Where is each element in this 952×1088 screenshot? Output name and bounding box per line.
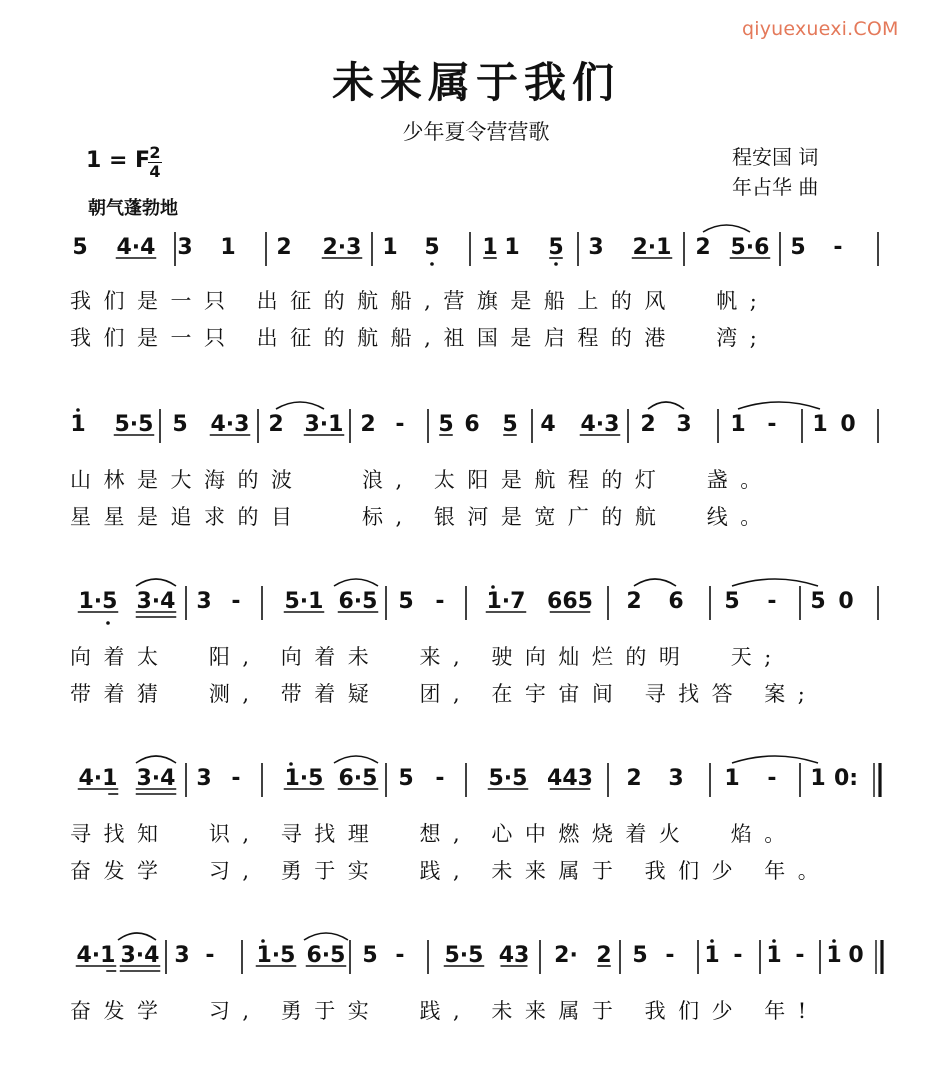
time-signature-bottom: 4 <box>149 162 161 181</box>
key-signature: 1 = F <box>86 148 151 173</box>
note: 3·4 <box>136 766 176 791</box>
note: 5 <box>790 235 806 260</box>
note: 665 <box>547 589 593 614</box>
tie-slur <box>648 402 684 409</box>
note: 5·5 <box>444 943 484 968</box>
note: - <box>767 766 777 791</box>
note: - <box>795 943 805 968</box>
lyric-line: 奋发学 习, 勇于实 践, 未来属于 我们少 年。 <box>70 859 832 883</box>
tie-slur <box>634 579 676 586</box>
note: - <box>205 943 215 968</box>
note: 5 <box>438 412 454 437</box>
note: 3·1 <box>304 412 344 437</box>
note: 2 <box>640 412 656 437</box>
tempo-marking: 朝气蓬勃地 <box>88 198 178 219</box>
note: 2 <box>360 412 376 437</box>
note: 5·5 <box>114 412 154 437</box>
note: 5 <box>724 589 740 614</box>
note: 5·1 <box>284 589 324 614</box>
note: 4·1 <box>76 943 116 968</box>
note: 6·5 <box>338 766 378 791</box>
note: 1·5 <box>256 943 296 968</box>
lyric-line: 寻找知 识, 寻找理 想, 心中燃烧着火 焰。 <box>70 822 798 846</box>
notation-row <box>78 579 878 625</box>
note: 6 <box>464 412 480 437</box>
note: 6·5 <box>338 589 378 614</box>
note: 3 <box>588 235 604 260</box>
high-octave-dot <box>76 408 80 412</box>
note: 2 <box>695 235 711 260</box>
note: 1 <box>810 766 826 791</box>
note: 5 <box>502 412 518 437</box>
low-octave-dot <box>106 621 110 625</box>
note: 2 <box>268 412 284 437</box>
note: 1 <box>812 412 828 437</box>
note: - <box>767 412 777 437</box>
lyric-line: 山林是大海的波 浪, 太阳是航程的灯 盏。 <box>70 468 774 492</box>
low-octave-dot <box>554 262 558 266</box>
note: 1 <box>724 766 740 791</box>
note: 4·3 <box>580 412 620 437</box>
note: 1 <box>504 235 520 260</box>
lyric-line: 向着太 阳, 向着未 来, 驶向灿烂的明 天; <box>70 645 784 669</box>
note: - <box>767 589 777 614</box>
note: 1 <box>766 943 782 968</box>
notation-row <box>76 933 882 974</box>
note: - <box>395 412 405 437</box>
note: 6·5 <box>306 943 346 968</box>
note: 5 <box>810 589 826 614</box>
note: 1 <box>70 412 86 437</box>
note: 1 <box>730 412 746 437</box>
lyric-line: 奋发学 习, 勇于实 践, 未来属于 我们少 年! <box>70 999 819 1023</box>
note: 2·3 <box>322 235 362 260</box>
note: 3·4 <box>120 943 160 968</box>
note: 1 <box>704 943 720 968</box>
note: 1 <box>220 235 236 260</box>
note: 3 <box>196 766 212 791</box>
note: 0: <box>833 766 859 791</box>
note: 3 <box>676 412 692 437</box>
song-title: 未来属于我们 <box>331 58 620 107</box>
high-octave-dot <box>289 762 293 766</box>
tie-slur <box>732 579 818 586</box>
high-octave-dot <box>710 939 714 943</box>
note: - <box>665 943 675 968</box>
tie-slur <box>738 402 820 409</box>
note: 1 <box>826 943 842 968</box>
note: 2·1 <box>632 235 672 260</box>
note: 2 <box>626 589 642 614</box>
note: 0 <box>840 412 856 437</box>
composer-credit: 年占华 曲 <box>732 175 819 199</box>
lyric-line: 我们是一只 出征的航船,祖国是启程的港 湾; <box>70 326 770 350</box>
note: 1 <box>482 235 498 260</box>
watermark-text: qiyuexuexi.COM <box>742 18 899 40</box>
tie-slur <box>334 756 378 763</box>
song-subtitle: 少年夏令营营歌 <box>402 120 550 144</box>
high-octave-dot <box>832 939 836 943</box>
note: 5 <box>398 589 414 614</box>
note: 2 <box>276 235 292 260</box>
note: 1 <box>382 235 398 260</box>
note: 1·5 <box>284 766 324 791</box>
note: 5 <box>362 943 378 968</box>
high-octave-dot <box>491 585 495 589</box>
note: 5 <box>172 412 188 437</box>
note: 6 <box>668 589 684 614</box>
note: 4 <box>540 412 556 437</box>
note: - <box>231 766 241 791</box>
note: 1·5 <box>78 589 118 614</box>
note: 3 <box>174 943 190 968</box>
note: 0 <box>848 943 864 968</box>
note: 2· <box>554 943 578 968</box>
note: 4·4 <box>116 235 156 260</box>
note: 2 <box>626 766 642 791</box>
note: 5·6 <box>730 235 770 260</box>
note: - <box>435 766 445 791</box>
time-signature-top: 2 <box>149 143 161 162</box>
note: 5·5 <box>488 766 528 791</box>
tie-slur <box>276 402 324 409</box>
note: 1·7 <box>486 589 526 614</box>
note: 4·1 <box>78 766 118 791</box>
high-octave-dot <box>261 939 265 943</box>
notation-row <box>78 756 880 797</box>
notation-row <box>72 225 878 266</box>
tie-slur <box>118 933 156 940</box>
note: - <box>435 589 445 614</box>
note: 5 <box>72 235 88 260</box>
tie-slur <box>703 225 750 232</box>
tie-slur <box>732 756 818 763</box>
note: 5 <box>548 235 564 260</box>
lyric-line: 带着猜 测, 带着疑 团, 在宇宙间 寻找答 案; <box>70 682 818 706</box>
note: 5 <box>398 766 414 791</box>
tie-slur <box>136 579 176 586</box>
note: 2 <box>596 943 612 968</box>
note: 4·3 <box>210 412 250 437</box>
note: 3·4 <box>136 589 176 614</box>
lyricist-credit: 程安国 词 <box>732 145 819 169</box>
tie-slur <box>136 756 176 763</box>
note: - <box>231 589 241 614</box>
note: 5 <box>632 943 648 968</box>
low-octave-dot <box>430 262 434 266</box>
lyric-line: 星星是追求的目 标, 银河是宽广的航 线。 <box>70 505 774 529</box>
high-octave-dot <box>772 939 776 943</box>
note: 0 <box>838 589 854 614</box>
note: 443 <box>547 766 593 791</box>
note: 43 <box>498 943 530 968</box>
tie-slur <box>304 933 348 940</box>
note: 3 <box>177 235 193 260</box>
note: - <box>395 943 405 968</box>
notation-row <box>70 402 878 443</box>
note: 5 <box>424 235 440 260</box>
lyric-line: 我们是一只 出征的航船,营旗是船上的风 帆; <box>70 289 770 313</box>
note: - <box>733 943 743 968</box>
tie-slur <box>334 579 378 586</box>
note: 3 <box>196 589 212 614</box>
note: 3 <box>668 766 684 791</box>
note: - <box>833 235 843 260</box>
